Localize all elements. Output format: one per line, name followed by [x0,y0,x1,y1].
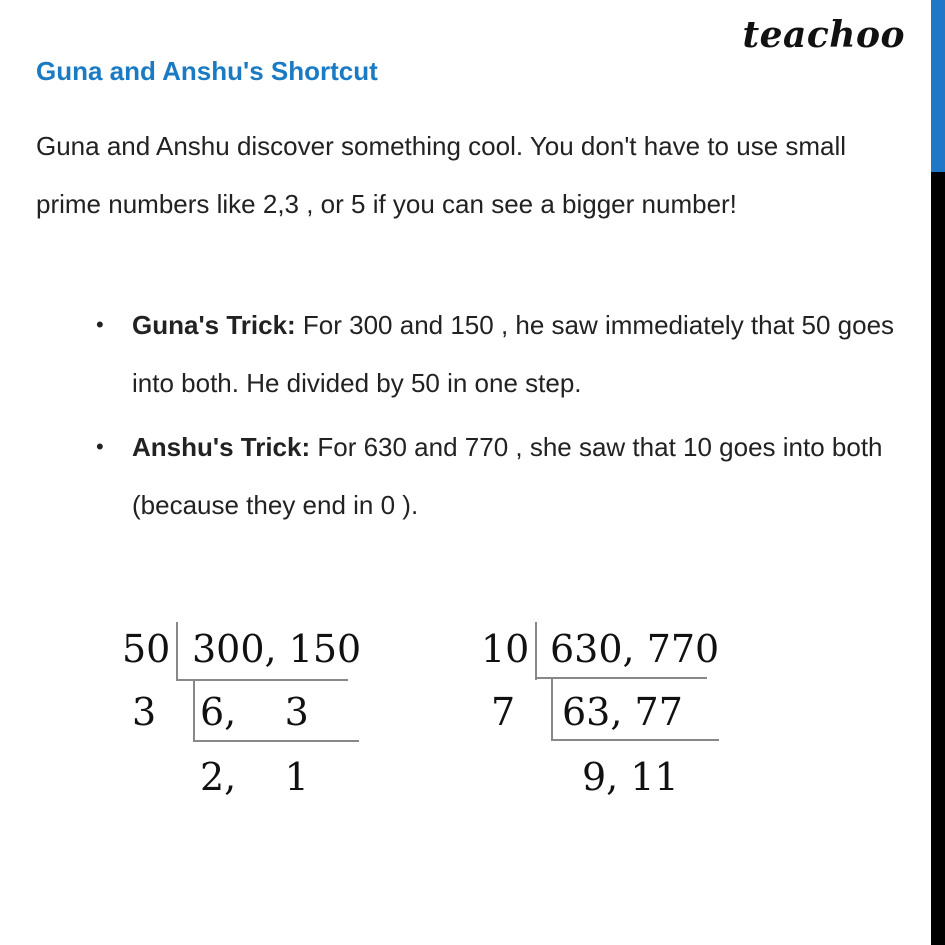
bullet-icon: • [96,312,104,337]
bullet-text: For 630 and 770 , she saw that 10 goes into both (because they end in 0 ). [132,432,883,520]
bullet-label: Guna's Trick: [132,310,296,340]
division-bar [176,679,348,681]
quotient: 9, 11 [582,755,679,799]
divisor: 7 [491,690,516,734]
quotient: 63, 77 [562,690,683,734]
right-edge-accent [931,0,945,172]
divisor: 3 [132,690,157,734]
list-item-guna [36,296,896,412]
division-bar [193,680,195,742]
dividend: 630, 770 [550,627,720,671]
list-item-anshu [36,418,896,534]
division-bar [176,622,178,680]
division-bar [193,740,359,742]
quotient: 6, 3 [200,690,309,734]
division-bar [535,622,537,680]
intro-paragraph: Guna and Anshu discover something cool. You don't have to use small prime numbers like 2,3 , or 5 if you can see a bigger number! [36,131,847,219]
division-bar [535,677,707,679]
bullet-label: Anshu's Trick: [132,432,311,462]
quotient: 2, 1 [200,755,309,799]
division-bar [551,678,553,740]
division-bar [551,739,719,741]
divisor: 50 [122,627,171,671]
bullet-text: For 300 and 150 , he saw immediately that 50 goes into both. He divided by 50 in one step. [132,310,895,398]
bullet-icon: • [96,434,104,459]
tricks-list [36,296,896,540]
section-title: Guna and Anshu's Shortcut [36,56,378,86]
divisor: 10 [481,627,530,671]
dividend: 300, 150 [192,627,362,671]
teachoo-logo: teachoo [742,14,905,56]
